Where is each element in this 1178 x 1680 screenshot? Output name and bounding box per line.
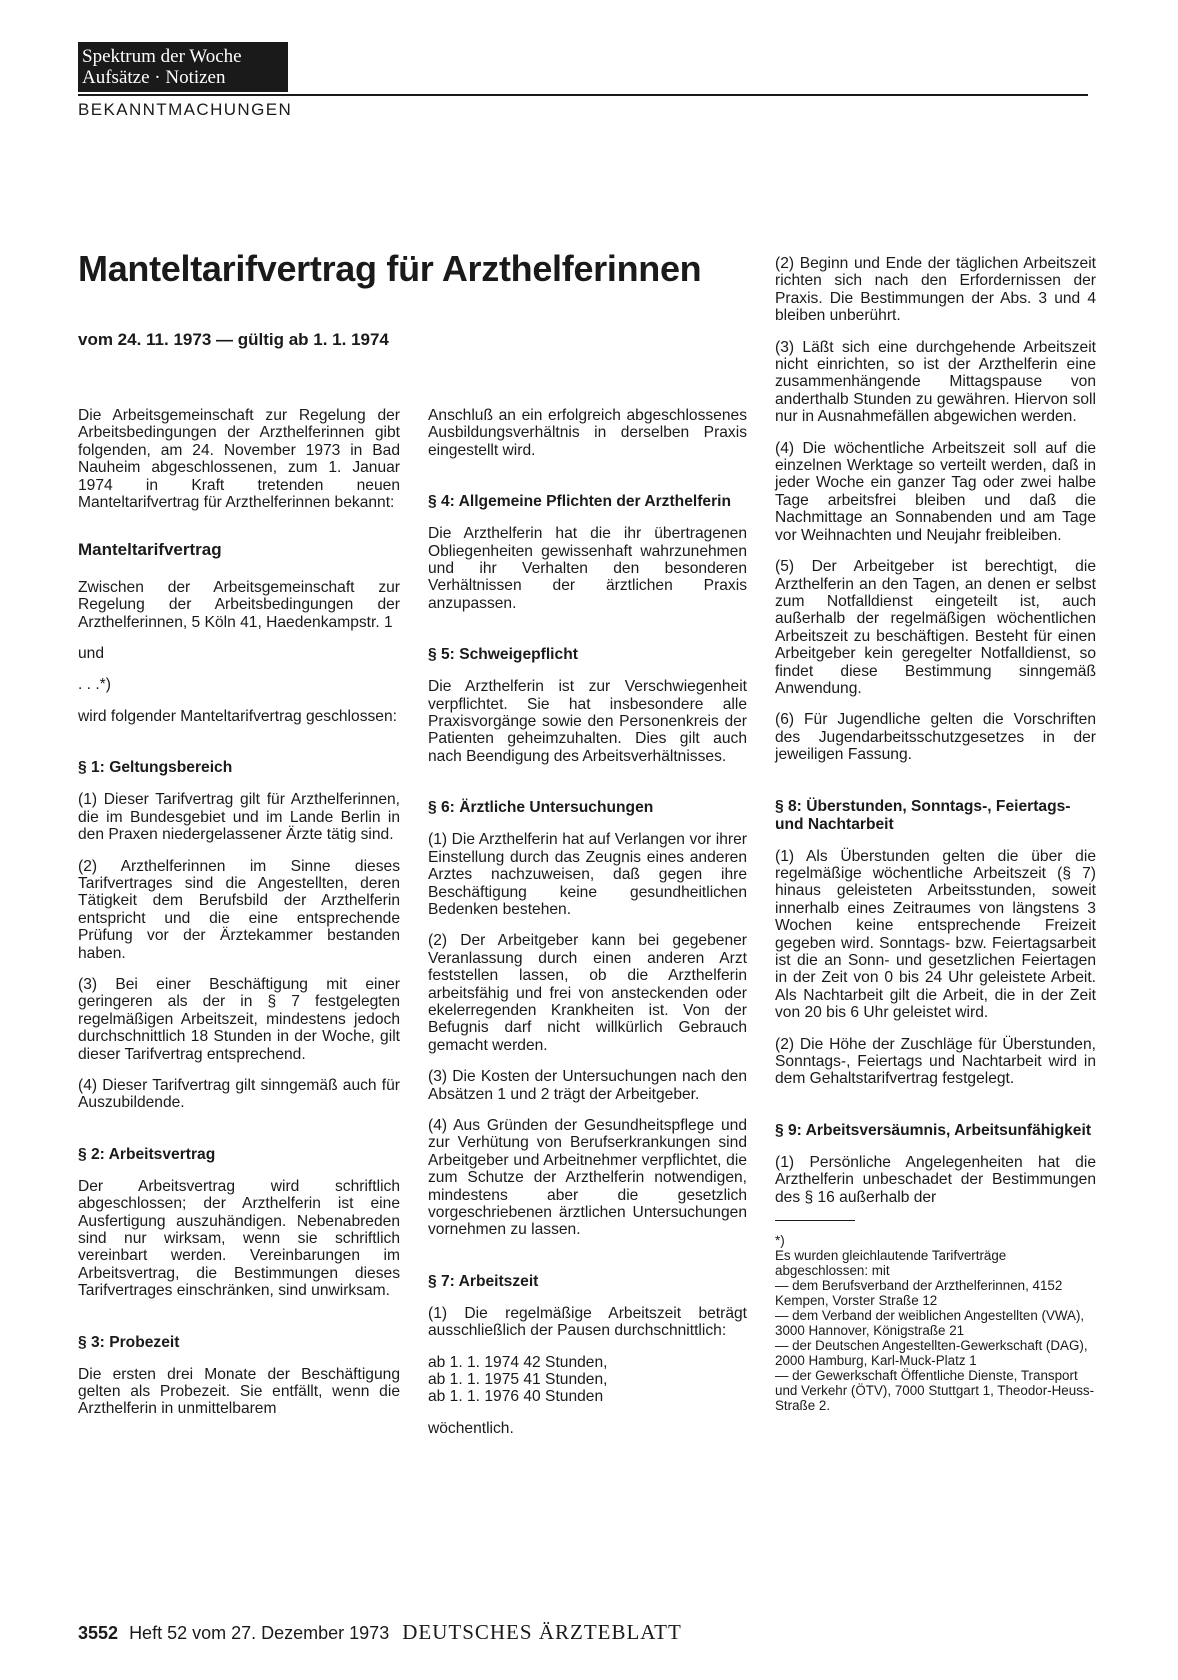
section-label: BEKANNTMACHUNGEN (78, 100, 293, 119)
contract-heading: Manteltarifvertrag (78, 540, 222, 560)
section-1-heading: § 1: Geltungsbereich (78, 759, 233, 777)
section-7-paragraph: (4) Die wöchentliche Arbeitszeit soll auf die einzelnen Werktage so verteilt werden, daß in jeder Woche ein ganzer Tag oder zwei halbe Tage arbeitsfrei bleiben und daß die Nachmittage an Sonnabenden und am Tage vor Weihnachten und Neujahr freibleiben. (775, 439, 1096, 544)
section-5-heading: § 5: Schweigepflicht (428, 646, 578, 664)
section-7-paragraph: (2) Beginn und Ende der täglichen Arbeitszeit richten sich nach den Erfordernissen der Praxis. Die Bestimmungen der Abs. 3 und 4 bleiben unberührt. (775, 255, 1096, 325)
badge-line-1: Spektrum der Woche (82, 46, 242, 67)
article-title: Manteltarifvertrag für Arzthelferinnen (78, 248, 702, 289)
footnote-item: — dem Verband der weiblichen Angestellten (VWA), 3000 Hannover, Königstraße 21 (775, 1308, 1085, 1339)
section-5-paragraph: Die Arzthelferin ist zur Verschwiegenheit verpflichtet. Sie hat insbesondere alle Praxisvorgänge sowie den Personenkreis der Patienten geheimzuhalten. Dies gilt auch nach Beendigung des Arbeitsverhältnisses. (428, 678, 747, 765)
column-1 (78, 407, 400, 1432)
parties-paragraph: Zwischen der Arbeitsgemeinschaft zur Regelung der Arbeitsbedingungen der Arzthelferinnen, 5 Köln 41, Haedenkampstr. 1 (78, 578, 400, 631)
footnote-mark: *) (775, 1233, 785, 1249)
section-1-paragraph: (3) Bei einer Beschäftigung mit einer geringeren als der in § 7 festgelegten regelmäßigen Arbeitszeit, mindestens jedoch durchschnittlich 18 Stunden in der Woche, gilt dieser Tarifvertrag entsprechend. (78, 975, 400, 1063)
section-3-paragraph: Die ersten drei Monate der Beschäftigung gelten als Probezeit. Sie entfällt, wenn die Arzthelferin in unmittelbarem (78, 1365, 400, 1418)
section-1-paragraph: (2) Arzthelferinnen im Sinne dieses Tarifvertrages sind die Angestellten, deren Tätigkeit dem Berufsbild der Arzthelferin entspricht und die eine entsprechende Prüfung vor der Ärztekammer bestanden haben. (78, 857, 400, 962)
page-footer (78, 1620, 682, 1645)
badge-line-2: Aufsätze · Notizen (82, 67, 226, 88)
section-badge (78, 42, 288, 92)
und-line: und (78, 645, 105, 663)
section-6-paragraph: (2) Der Arbeitgeber kann bei gegebener Veranlassung durch einen anderen Arzt feststellen lassen, ob die Arzthelferin arbeitsfähig und frei von ansteckenden oder ekelerregenden Krankheiten ist. Von der Befugnis darf nicht willkürlich Gebrauch gemacht werden. (428, 932, 747, 1054)
continued-paragraph: Anschluß an ein erfolgreich abgeschlossenes Ausbildungsverhältnis in derselben Praxis eingestellt wird. (428, 407, 747, 459)
dots-line: . . .*) (78, 676, 111, 694)
section-6-paragraph: (3) Die Kosten der Untersuchungen nach den Absätzen 1 und 2 trägt der Arbeitgeber. (428, 1068, 747, 1103)
section-3-heading: § 3: Probezeit (78, 1333, 180, 1351)
intro-paragraph: Die Arbeitsgemeinschaft zur Regelung der Arbeitsbedingungen der Arzthelferinnen gibt folgenden, am 24. November 1973 in Bad Nauheim abgeschlossenen, zum 1. Januar 1974 in Kraft tretenden neuen Manteltarifvertrag für Arzthelferinnen bekannt: (78, 407, 400, 512)
section-8-paragraph: (2) Die Höhe der Zuschläge für Überstunden, Sonntags-, Feiertags und Nachtarbeit wird in dem Gehaltstarifvertrag festgelegt. (775, 1035, 1096, 1088)
page-number: 3552 (78, 1623, 119, 1643)
footnote-item: — dem Berufsverband der Arzthelferinnen, 4152 Kempen, Vorster Straße 12 (775, 1278, 1063, 1309)
column-2 (428, 407, 747, 1451)
section-7-paragraph: (1) Die regelmäßige Arbeitszeit beträgt ausschließlich der Pausen durchschnittlich: (428, 1304, 747, 1340)
working-hours-list: ab 1. 1. 1974 42 Stunden, ab 1. 1. 1975 41 Stunden, ab 1. 1. 1976 40 Stunden (428, 1353, 608, 1406)
section-1-paragraph: (4) Dieser Tarifvertrag gilt sinngemäß auch für Auszubildende. (78, 1076, 400, 1112)
section-6-heading: § 6: Ärztliche Untersuchungen (428, 799, 654, 817)
section-7-paragraph: (6) Für Jugendliche gelten die Vorschriften des Jugendarbeitsschutzgesetzes in der jeweiligen Fassung. (775, 711, 1096, 764)
journal-name: DEUTSCHES ÄRZTEBLATT (402, 1620, 682, 1644)
section-4-paragraph: Die Arzthelferin hat die ihr übertragenen Obliegenheiten gewissenhaft wahrzunehmen und ihr Verhalten den besonderen Verhältnissen der ärztlichen Praxis anzupassen. (428, 525, 747, 612)
section-9-heading: § 9: Arbeitsversäumnis, Arbeitsunfähigkeit (775, 1121, 1092, 1139)
footnote-intro: Es wurden gleichlautende Tarifverträge abgeschlossen: mit (775, 1248, 1007, 1279)
footnote-rule (775, 1220, 855, 1221)
section-6-paragraph: (4) Aus Gründen der Gesundheitspflege und zur Verhütung von Berufserkrankungen sind Arbeitgeber und Arbeitnehmer verpflichtet, die zum Schutze der Arzthelferin notwendigen, mindestens aber die gesetzlich vorgeschriebenen ärztlichen Untersuchungen vornehmen zu lassen. (428, 1116, 747, 1239)
issue-info: Heft 52 vom 27. Dezember 1973 (129, 1623, 390, 1643)
section-2-heading: § 2: Arbeitsvertrag (78, 1145, 216, 1163)
section-8-paragraph: (1) Als Überstunden gelten die über die regelmäßige wöchentliche Arbeitszeit (§ 7) hinaus geleisteten Arbeitsstunden, soweit innerhalb eines Zeitraumes von längstens 3 Wochen keine entsprechende Freizeit gegeben wird. Sonntags- bzw. Feiertagsarbeit ist die an Sonn- und gesetzlichen Feiertagen in der Zeit von 0 bis 24 Uhr geleistete Arbeit. Als Nachtarbeit gilt die Arbeit, die in der Zeit von 20 bis 6 Uhr geleistet wird. (775, 847, 1096, 1022)
section-6-paragraph: (1) Die Arzthelferin hat auf Verlangen vor ihrer Einstellung durch das Zeugnis eines anderen Arztes nachzuweisen, daß gegen ihre Beschäftigung keine gesundheitlichen Bedenken bestehen. (428, 831, 747, 918)
section-9-paragraph: (1) Persönliche Angelegenheiten hat die Arzthelferin unbeschadet der Bestimmungen des § 16 außerhalb der (775, 1153, 1096, 1206)
section-2-paragraph: Der Arbeitsvertrag wird schriftlich abgeschlossen; der Arzthelferin ist eine Ausfertigung auszuhändigen. Nebenabreden sind nur wirksam, wenn sie schriftlich vereinbart werden. Vereinbarungen im Arbeitsvertrag, die Bestimmungen dieses Tarifvertrages einschränken, sind unwirksam. (78, 1177, 400, 1300)
section-7-paragraph: (5) Der Arbeitgeber ist berechtigt, die Arzthelferin an den Tagen, an denen er selbst zum Notfalldienst eingeteilt ist, auch außerhalb der regelmäßigen wöchentlichen Arbeitszeit zu beschäftigen. Besteht für einen Arbeitgeber kein geregelter Notfalldienst, so findet diese Bestimmung sinngemäß Anwendung. (775, 558, 1096, 697)
section-7-paragraph: (3) Läßt sich eine durchgehende Arbeitszeit nicht einrichten, so ist der Arzthelferin eine zusammenhängende Mittagspause von anderthalb Stunden zu gewähren. Hiervon soll nur in Ausnahmefällen abgewichen werden. (775, 338, 1096, 426)
article-subtitle: vom 24. 11. 1973 — gültig ab 1. 1. 1974 (78, 330, 389, 349)
column-3 (775, 255, 1096, 1413)
footnote (775, 1233, 1096, 1413)
concluded-paragraph: wird folgender Manteltarifvertrag geschlossen: (78, 707, 397, 725)
footnote-item: — der Deutschen Angestellten-Gewerkschaft (DAG), 2000 Hamburg, Karl-Muck-Platz 1 (775, 1338, 1088, 1369)
section-7-heading: § 7: Arbeitszeit (428, 1272, 539, 1290)
section-4-heading: § 4: Allgemeine Pflichten der Arzthelferin (428, 493, 731, 511)
footnote-item: — der Gewerkschaft Öffentliche Dienste, Transport und Verkehr (ÖTV), 7000 Stuttgart 1, Theodor-Heuss-Straße 2. (775, 1368, 1095, 1414)
section-1-paragraph: (1) Dieser Tarifvertrag gilt für Arzthelferinnen, die im Bundesgebiet und im Lande Berlin in den Praxen niedergelassener Ärzte tätig sind. (78, 791, 400, 844)
weekly-line: wöchentlich. (428, 1419, 514, 1437)
header-rule (78, 94, 1088, 96)
section-8-heading: § 8: Überstunden, Sonntags-, Feiertags- und Nachtarbeit (775, 797, 1071, 833)
